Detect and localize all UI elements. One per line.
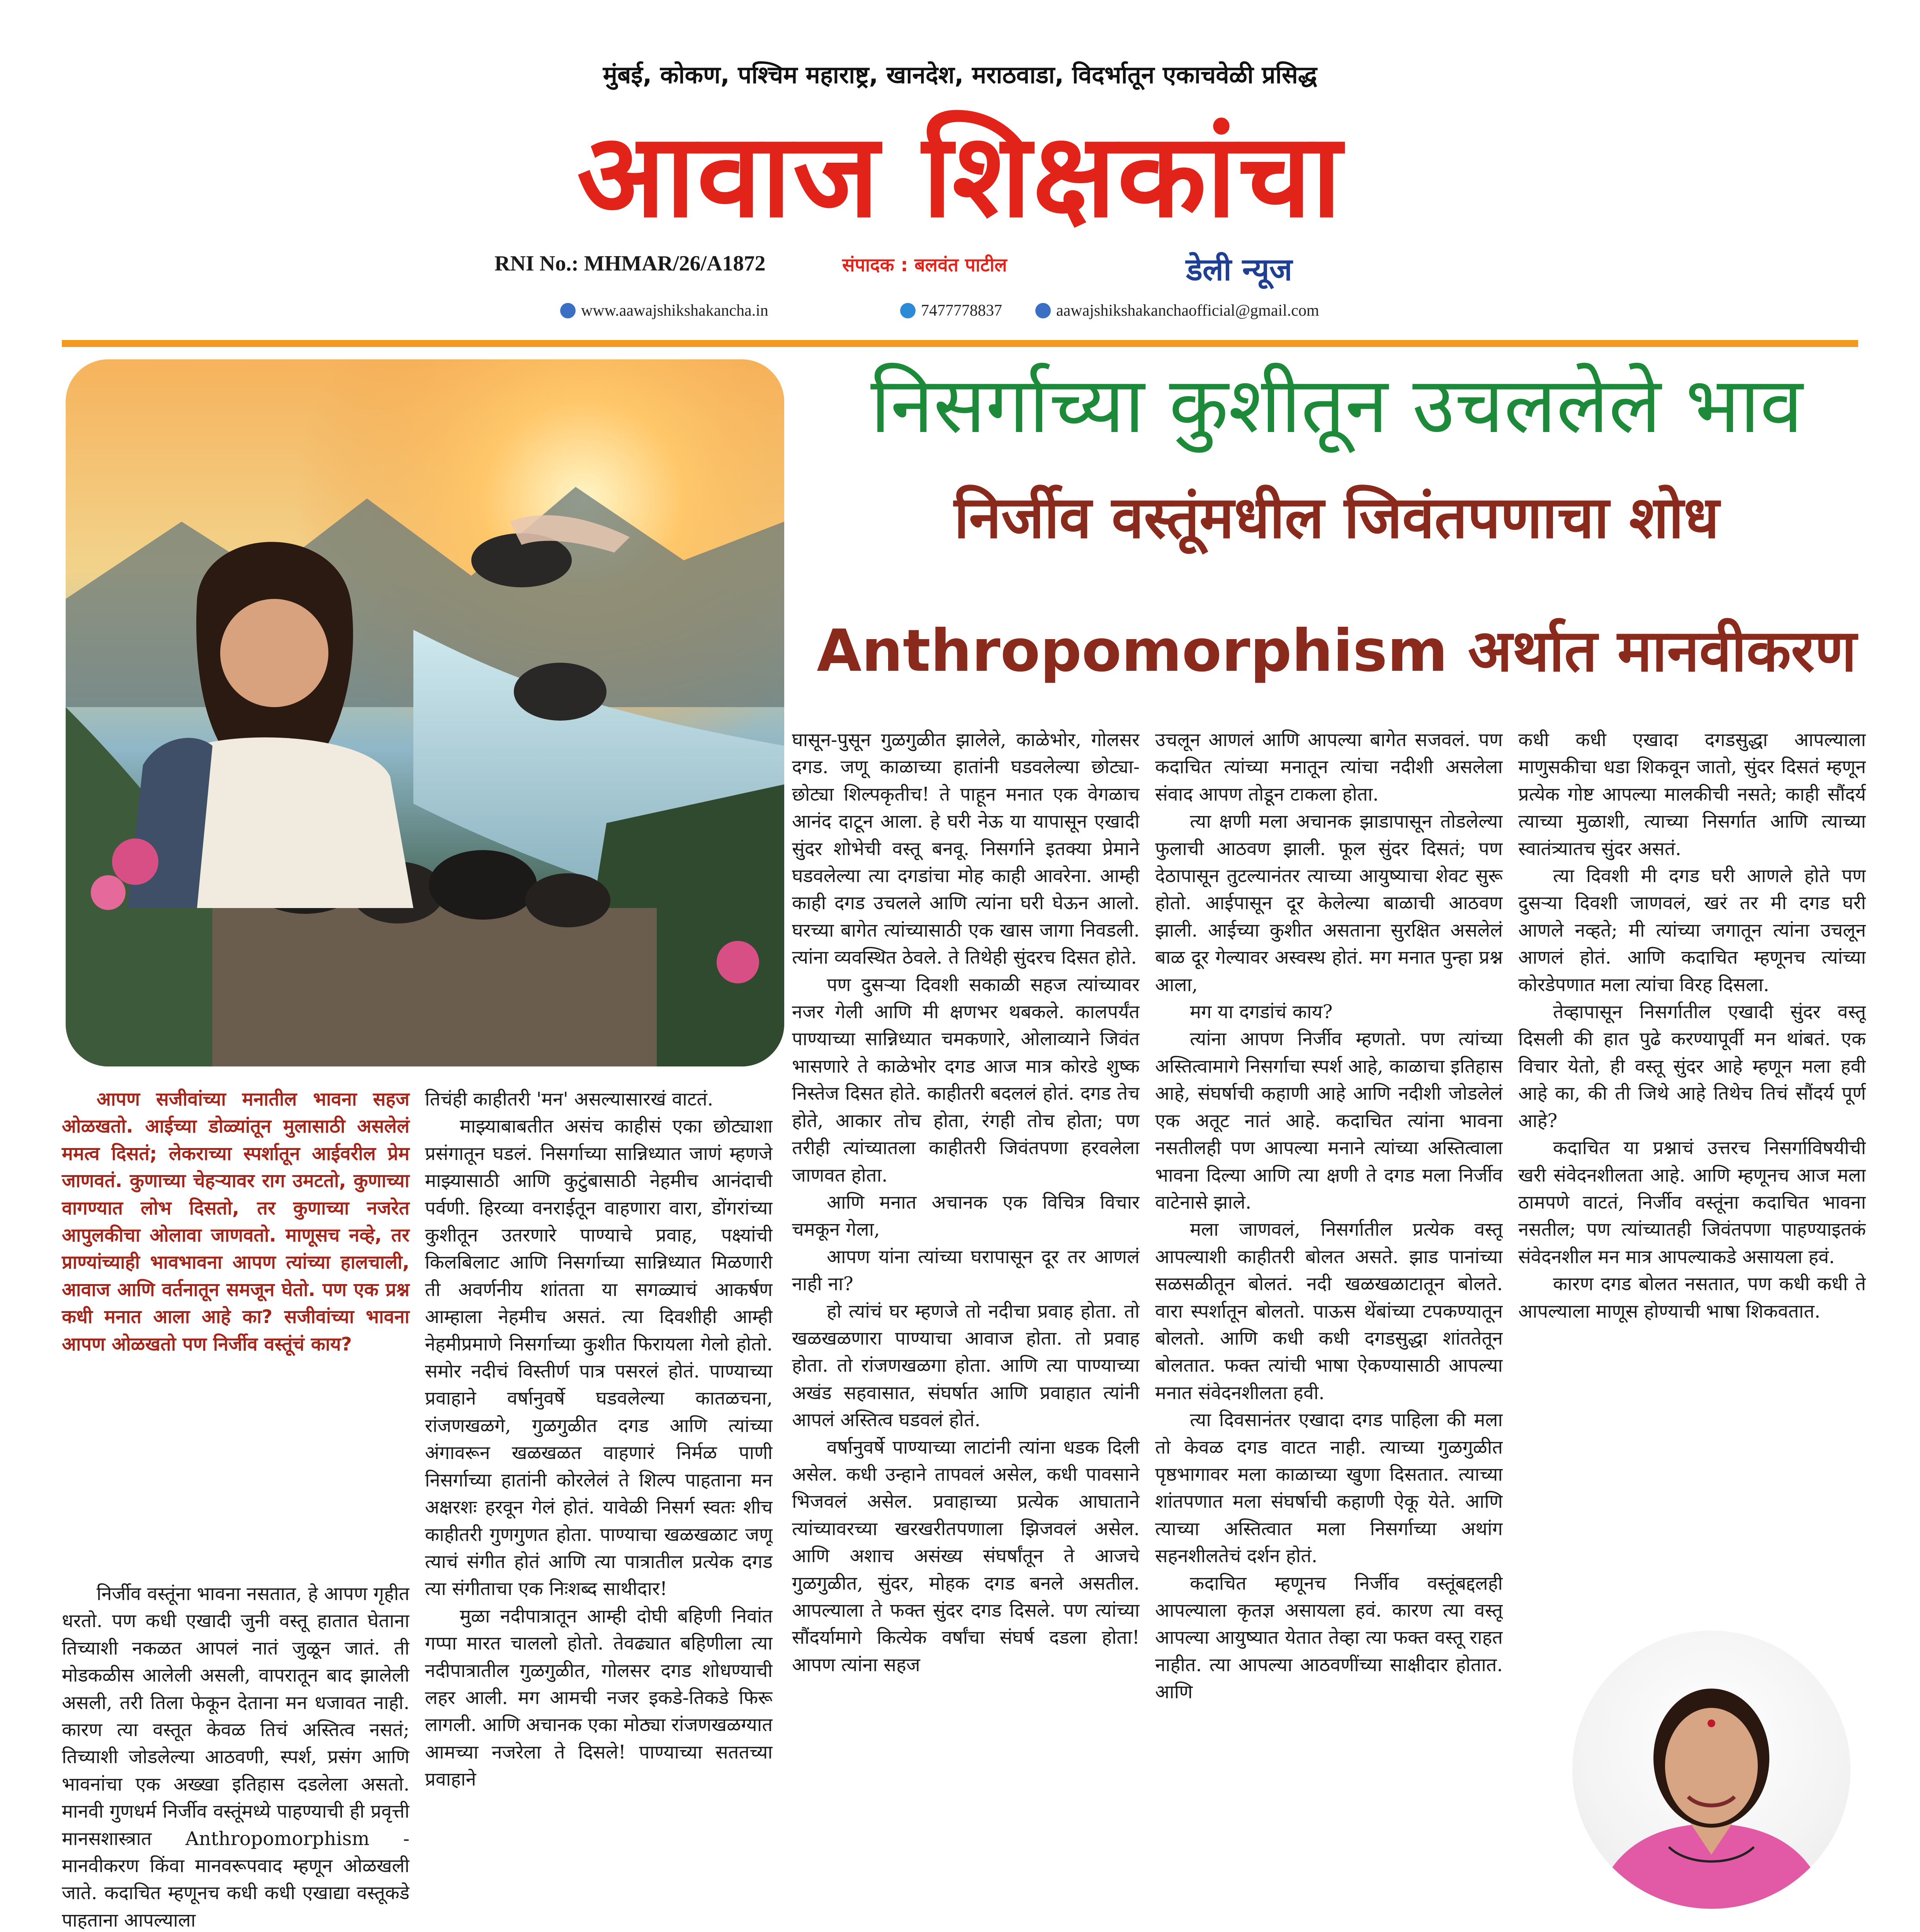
paragraph: त्या क्षणी मला अचानक झाडापासून तोडलेल्या फुलाची आठवण झाली. फूल सुंदर दिसतं; पण देठापासून तुटल्यानंतर त्याच्या आयुष्याचा शेवट सुरू होतो. आईपासून दूर केलेल्या बाळाची आठवण झाली. आईच्या कुशीत असताना सुरक्षित असलेलं बाळ दूर गेल्यावर अस्वस्थ होतं. मग मनात पुन्हा प्रश्न आला, xyxy=(1155,811,1503,996)
website-contact[interactable] xyxy=(560,301,768,320)
email-icon xyxy=(1035,303,1051,318)
article-illustration xyxy=(66,359,784,1066)
masthead-divider xyxy=(62,340,1858,347)
globe-icon xyxy=(560,303,576,318)
paragraph: त्यांना आपण निर्जीव म्हणतो. पण त्यांच्या अस्तित्वामागे निसर्गाचा स्पर्श आहे, काळाचा इतिहास आहे, संघर्षाची कहाणी आहे आणि नदीशी जोडलेलं एक अतूट नातं आहे. कदाचित त्यांना भावना नसतीलही पण आपल्या मनाने त्यांच्या अस्तित्वाला भावना दिल्या आणि त्या क्षणी ते दगड मला निर्जीव वाटेनासे झाले. xyxy=(1155,1028,1503,1213)
illustration-art xyxy=(66,359,784,1066)
paragraph: कदाचित या प्रश्नाचं उत्तरच निसर्गाविषयीची खरी संवेदनशीलता आहे. आणि म्हणूनच आज मला ठामपणे वाटतं, निर्जीव वस्तूंना कदाचित भावना नसतील; पण त्यांच्यातही जिवंतपणा पाहण्याइतकं संवेदनशील मन मात्र आपल्याकडे असायला हवं. xyxy=(1518,1137,1866,1268)
paragraph: हो त्यांचं घर म्हणजे तो नदीचा प्रवाह होता. तो खळखळणारा पाण्याचा आवाज होता. तो प्रवाह होता. तो रांजणखळगा होता. आणि त्या पाण्याच्या अखंड सहवासात, संघर्षात आणि प्रवाहात त्यांनी आपलं अस्तित्व घडवलं होतं. xyxy=(792,1300,1140,1431)
email-contact[interactable] xyxy=(1035,301,1319,320)
article-subheadline: निर्जीव वस्तूंमधील जिवंतपणाचा शोध xyxy=(954,484,1720,551)
email-address[interactable]: aawajshikshakanchaofficial@gmail.com xyxy=(1056,302,1319,320)
paragraph: मला जाणवलं, निसर्गातील प्रत्येक वस्तू आपल्याशी काहीतरी बोलत असते. झाड पानांच्या सळसळीतून बोलतं. नदी खळखळाटातून बोलते. वारा स्पर्शातून बोलतो. पाऊस थेंबांच्या टपकण्यातून बोलतो. आणि कधी कधी दगडसुद्धा शांततेतून बोलतात. फक्त त्यांची भाषा ऐकण्यासाठी आपल्या मनात संवेदनशीलता हवी. xyxy=(1155,1219,1503,1404)
paragraph: वर्षानुवर्षे पाण्याच्या लाटांनी त्यांना धडक दिली असेल. कधी उन्हाने तापवलं असेल, कधी पावसाने भिजवलं असेल. प्रवाहाच्या प्रत्येक आघाताने त्यांच्यावरच्या खरखरीतपणाला झिजवलं असेल. आणि अशाच असंख्य संघर्षांतून ते आजचे गुळगुळीत, सुंदर, मोहक दगड बनले असतील. आपल्याला ते फक्त सुंदर दगड दिसले. पण त्यांच्या सौंदर्यामागे कित्येक वर्षांचा संघर्ष दडला होता! आपण त्यांना सहज xyxy=(792,1436,1140,1676)
rni-number: RNI No.: MHMAR/26/A1872 xyxy=(494,252,766,276)
author-portrait xyxy=(1572,1631,1850,1909)
phone-number[interactable]: 7477778837 xyxy=(921,302,1002,320)
article-column-1 xyxy=(62,1580,409,1932)
paragraph: त्या दिवशी मी दगड घरी आणले होते पण दुसऱ्या दिवशी जाणवलं, खरं तर मी दगड घरी आणले नव्हते; मी त्यांच्या जगातून त्यांना उचलून आणलं होतं. आणि कदाचित म्हणूनच त्यांच्या कोरडेपणात मला त्यांचा विरह दिसला. xyxy=(1518,865,1866,996)
article-column-2 xyxy=(425,1086,773,1932)
paragraph: तेव्हापासून निसर्गातील एखादी सुंदर वस्तू दिसली की हात पुढे करण्यापूर्वी मन थांबतं. एक विचार येतो, ही वस्तू सुंदर आहे म्हणून मला हवी आहे का, की ती जिथे आहे तिथेच तिचं सौंदर्य पूर्ण आहे? xyxy=(1518,1001,1866,1132)
paragraph: उचलून आणलं आणि आपल्या बागेत सजवलं. पण कदाचित त्यांच्या मनातून त्यांचा नदीशी असलेला संवाद आपण तोडून टाकला होता. xyxy=(1155,729,1503,805)
phone-contact[interactable] xyxy=(900,301,1002,320)
website-link[interactable]: www.aawajshikshakancha.in xyxy=(581,302,768,320)
paragraph: आणि मनात अचानक एक विचित्र विचार चमकून गेला, xyxy=(792,1191,1140,1241)
paragraph: कधी कधी एखादा दगडसुद्धा आपल्याला माणुसकीचा धडा शिकवून जातो, सुंदर दिसतं म्हणून प्रत्येक गोष्ट आपल्या मालकीची नसते; काही सौंदर्य त्याच्या मुळाशी, त्याच्या निसर्गात आणि त्याच्या स्वातंत्र्यातच सुंदर असतं. xyxy=(1518,729,1866,860)
paragraph: कारण दगड बोलत नसतात, पण कधी कधी ते आपल्याला माणूस होण्याची भाषा शिकवतात. xyxy=(1518,1273,1866,1322)
paragraph: निर्जीव वस्तूंना भावना नसतात, हे आपण गृहीत धरतो. पण कधी एखादी जुनी वस्तू हातात घेताना तिच्याशी नकळत आपलं नातं जुळून जातं. ती मोडकळीस आलेली असली, वापरातून बाद झालेली असली, तरी तिला फेकून देताना मन धजावत नाही. कारण त्या वस्तूत केवळ तिचं अस्तित्व नसतं; तिच्याशी जोडलेल्या आठवणी, स्पर्श, प्रसंग आणि भावनांचा एक अख्खा इतिहास दडलेला असतो. मानवी गुणधर्म निर्जीव वस्तूंमध्ये पाहण्याची ही प्रवृत्ती मानसशास्त्रात Anthropomorphism - मानवीकरण किंवा मानवरूपवाद म्हणून ओळखली जाते. कदाचित म्हणूनच कधी कधी एखाद्या वस्तूकडे पाहताना आपल्याला xyxy=(62,1583,409,1931)
paragraph: घासून-पुसून गुळगुळीत झालेले, काळेभोर, गोलसर दगड. जणू काळाच्या हातांनी घडवलेल्या छोट्या-छोट्या शिल्पकृतीच! ते पाहून मनात एक वेगळाच आनंद दाटून आला. हे घरी नेऊ या यापासून एखादी सुंदर शोभेची वस्तू बनवू. निसर्गाने इतक्या प्रेमाने घडवलेल्या त्या दगडांचा मोह काही आवरेना. आम्ही काही दगड उचलले आणि त्यांना घरी घेऊन आलो. घरच्या बागेत त्यांच्यासाठी एक खास जागा निवडली. त्यांना व्यवस्थित ठेवले. ते तिथेही सुंदरच दिसत होते. xyxy=(792,729,1140,969)
paragraph: कदाचित म्हणूनच निर्जीव वस्तूंबद्दलही आपल्याला कृतज्ञ असायला हवं. कारण त्या वस्तू आपल्या आयुष्यात येतात तेव्हा त्या फक्त वस्तू राहत नाहीत. त्या आपल्या आठवणींच्या साक्षीदार होतात. आणि xyxy=(1155,1572,1503,1703)
paragraph: तिचंही काहीतरी 'मन' असल्यासारखं वाटतं. xyxy=(425,1088,714,1110)
author-photo xyxy=(1572,1631,1850,1909)
paragraph: मुळा नदीपात्रातून आम्ही दोघी बहिणी निवांत गप्पा मारत चाललो होतो. तेवढ्यात बहिणीला त्या नदीपात्रातील गुळगुळीत, गोलसर दगड शोधण्याची लहर आली. मग आमची नजर इकडे-तिकडे फिरू लागली. आणि अचानक एका मोठ्या रांजणखळग्यात आमच्या नजरेला ते दिसले! पाण्याच्या सततच्या प्रवाहाने xyxy=(425,1605,773,1791)
paragraph: त्या दिवसानंतर एखादा दगड पाहिला की मला तो केवळ दगड वाटत नाही. त्याच्या गुळगुळीत पृष्ठभागावर मला काळाच्या खुणा दिसतात. त्याच्या शांतपणात मला संघर्षाची कहाणी ऐकू येते. आणि त्याच्या अस्तित्वात मला निसर्गाच्या अथांग सहनशीलतेचं दर्शन होतं. xyxy=(1155,1409,1503,1567)
article-column-4 xyxy=(1155,726,1503,1932)
phone-icon xyxy=(900,303,916,318)
masthead-tagline: मुंबई, कोकण, पश्चिम महाराष्ट्र, खानदेश, मराठवाडा, विदर्भातून एकाचवेळी प्रसिद्ध xyxy=(603,61,1317,89)
paragraph: आपण यांना त्यांच्या घरापासून दूर तर आणलं नाही ना? xyxy=(792,1246,1140,1295)
article-subheadline-2: Anthropomorphism अर्थात मानवीकरण xyxy=(817,617,1857,685)
newspaper-title: आवाज शिक्षकांचा xyxy=(577,108,1343,243)
article-column-3 xyxy=(792,726,1140,1932)
paragraph: माझ्याबाबतीत असंच काहीसं एका छोट्याशा प्रसंगातून घडलं. निसर्गाच्या सान्निध्यात जाणं म्हणजे माझ्यासाठी आणि कुटुंबासाठी नेहमीच आनंदाची पर्वणी. हिरव्या वनराईतून वाहणारा वारा, डोंगरांच्या कुशीतून उतरणारे पाण्याचे प्रवाह, पक्ष्यांची किलबिलाट आणि निसर्गाच्या सान्निध्यात मिळणारी ती अवर्णनीय शांतता या सगळ्याचं आकर्षण आम्हाला नेहमीच असतं. त्या दिवशीही आम्ही नेहमीप्रमाणे निसर्गाच्या कुशीत फिरायला गेलो होतो. समोर नदीचं विस्तीर्ण पात्र पसरलं होतं. पाण्याच्या प्रवाहाने वर्षानुवर्षे घडवलेल्या कातळचना, रांजणखळगे, गुळगुळीत दगड आणि त्यांच्या अंगावरून खळखळत वाहणारं निर्मळ पाणी निसर्गाच्या हातांनी कोरलेलं ते शिल्प पाहताना मन अक्षरशः हरवून गेलं होतं. यावेळी निसर्ग स्वतः शीच काहीतरी गुणगुणत होता. पाण्याचा खळखळाट जणू त्याचं संगीत होतं आणि त्या पात्रातील प्रत्येक दगड त्या संगीताचा एक निःशब्द साथीदार! xyxy=(425,1116,773,1600)
paragraph: पण दुसऱ्या दिवशी सकाळी सहज त्यांच्यावर नजर गेली आणि मी क्षणभर थबकले. कालपर्यंत पाण्याच्या सान्निध्यात चमकणारे, ओलाव्याने जिवंत भासणारे ते काळेभोर दगड आज मात्र कोरडे शुष्क निस्तेज दिसत होते. काहीतरी बदललं होतं. दगड तेच होते, आकार तोच होता, रंगही तोच होता; पण तरीही त्यांच्यातला काहीतरी जिवंतपणा हरवलेला जाणवत होता. xyxy=(792,974,1140,1186)
article-headline: निसर्गाच्या कुशीतून उचललेले भाव xyxy=(870,361,1803,451)
article-intro: आपण सजीवांच्या मनातील भावना सहज ओळखतो. आईच्या डोळ्यांतून मुलासाठी असलेलं ममत्व दिसतं; लेकराच्या स्पर्शातून आईवरील प्रेम जाणवतं. कुणाच्या चेहऱ्यावर राग उमटतो, कुणाच्या वागण्यात लोभ दिसतो, तर कुणाच्या नजरेत आपुलकीचा ओलावा जाणवतो. माणूसच नव्हे, तर प्राण्यांच्याही भावभावना आपण त्यांच्या हालचाली, आवाज आणि वर्तनातून समजून घेतो. पण एक प्रश्न कधी मनात आला आहे का? सजीवांच्या भावना आपण ओळखतो पण निर्जीव वस्तूंचं काय? xyxy=(62,1088,409,1355)
editor-credit: संपादक : बलवंत पाटील xyxy=(842,254,1007,276)
newspaper-subtitle: डेली न्यूज xyxy=(1186,252,1292,287)
paragraph: मग या दगडांचं काय? xyxy=(1190,1001,1333,1023)
article-column-5 xyxy=(1518,726,1866,1596)
